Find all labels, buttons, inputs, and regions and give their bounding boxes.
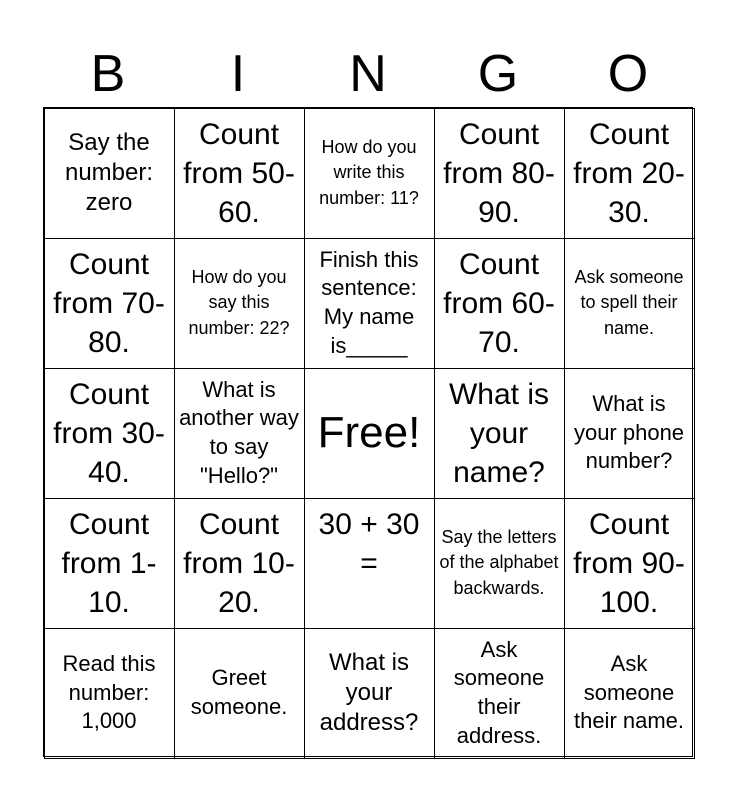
cell-text: Count from 50-60. (183, 117, 295, 229)
cell-text: What is another way to say "Hello?" (179, 376, 299, 488)
bingo-cell[interactable] (434, 628, 565, 759)
cell-text: What is your phone number? (573, 391, 685, 474)
bingo-cell[interactable] (304, 238, 435, 369)
cell-text: What is your address? (319, 649, 419, 736)
bingo-cell[interactable] (304, 498, 435, 629)
cell-text: Say the number: zero (64, 129, 154, 216)
cell-text: Ask someone their name. (573, 651, 685, 734)
cell-text: Ask someone to spell their name. (574, 266, 684, 338)
bingo-cell[interactable] (174, 238, 305, 369)
header-letter-n: N (349, 45, 387, 103)
bingo-cell[interactable] (44, 108, 175, 239)
bingo-cell[interactable] (44, 498, 175, 629)
cell-text: Read this number: 1,000 (62, 651, 156, 734)
bingo-cell[interactable] (564, 108, 695, 239)
bingo-cell[interactable] (44, 368, 175, 499)
bingo-cell[interactable] (44, 238, 175, 369)
cell-text: Say the letters of the alphabet backwards. (439, 526, 559, 598)
free-space-text: Free! (317, 407, 421, 457)
bingo-cell[interactable] (44, 628, 175, 759)
cell-text: Count from 10-20. (183, 507, 295, 619)
bingo-cell[interactable] (434, 108, 565, 239)
bingo-cell[interactable] (174, 108, 305, 239)
cell-text: Count from 30-40. (53, 377, 165, 489)
bingo-cell[interactable] (434, 238, 565, 369)
cell-text: What is your name? (448, 377, 550, 489)
bingo-cell[interactable] (434, 498, 565, 629)
header-letter-b: B (90, 45, 126, 103)
bingo-cell[interactable] (564, 628, 695, 759)
cell-text: Finish this sentence: My name is_____ (319, 246, 419, 358)
cell-text: Count from 20-30. (573, 117, 685, 229)
bingo-cell[interactable] (304, 628, 435, 759)
header-letter-i: I (230, 45, 246, 103)
bingo-cell[interactable] (564, 368, 695, 499)
bingo-cell[interactable] (174, 368, 305, 499)
bingo-cell[interactable] (564, 498, 695, 629)
header-letter-o: O (607, 45, 649, 103)
bingo-cell[interactable] (304, 108, 435, 239)
bingo-cell[interactable] (174, 628, 305, 759)
cell-text: Ask someone their address. (453, 636, 545, 748)
cell-text: Count from 60-70. (443, 247, 555, 359)
cell-text: How do you say this number: 22? (188, 266, 290, 338)
bingo-cell[interactable] (434, 368, 565, 499)
cell-text: Count from 1-10. (61, 507, 157, 619)
bingo-header (43, 40, 693, 108)
header-letter-g: G (477, 45, 519, 103)
cell-text: Count from 80-90. (443, 117, 555, 229)
free-space-cell[interactable] (304, 368, 435, 499)
bingo-cell[interactable] (174, 498, 305, 629)
cell-text: Count from 90-100. (573, 507, 685, 619)
cell-text: Greet someone. (190, 665, 288, 719)
cell-text: Count from 70-80. (53, 247, 165, 359)
cell-text: 30 + 30 = (318, 507, 420, 580)
bingo-card-grid (43, 107, 693, 757)
cell-text: How do you write this number: 11? (319, 136, 419, 208)
bingo-cell[interactable] (564, 238, 695, 369)
